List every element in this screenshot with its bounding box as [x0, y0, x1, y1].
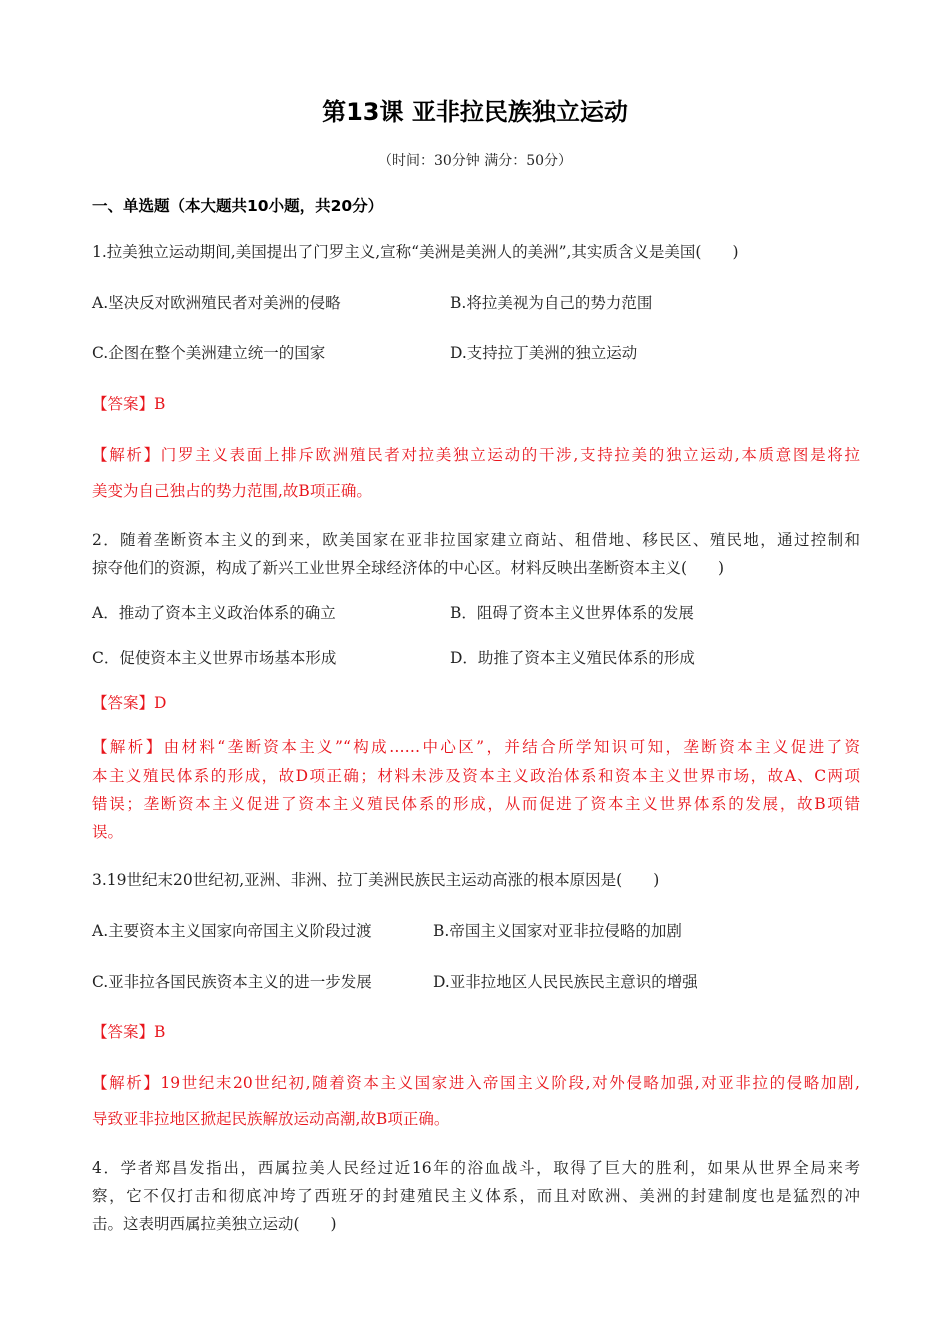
option-b: B．阻碍了资本主义世界体系的发展 [450, 604, 694, 622]
analysis-line: 错误；垄断资本主义促进了资本主义殖民体系的形成，从而促进了资本主义世界体系的发展，故B项错 [92, 795, 860, 813]
question-stem: 察，它不仅打击和彻底冲垮了西班牙的封建殖民主义体系，而且对欧洲、美洲的封建制度也是猛烈的冲 [92, 1187, 860, 1205]
answer: 【答案】B [92, 1023, 166, 1041]
option-d: D．助推了资本主义殖民体系的形成 [450, 649, 695, 667]
analysis-line: 【解析】19世纪末20世纪初,随着资本主义国家进入帝国主义阶段,对外侵略加强,对亚非拉的侵略加剧, [92, 1074, 860, 1092]
answer: 【答案】B [92, 395, 166, 413]
option-a: A．推动了资本主义政治体系的确立 [92, 604, 336, 622]
analysis-line: 导致亚非拉地区掀起民族解放运动高潮,故B项正确。 [92, 1110, 450, 1128]
section-heading: 一、单选题（本大题共10小题，共20分） [92, 197, 384, 215]
question-stem: 1.拉美独立运动期间,美国提出了门罗主义,宣称“美洲是美洲人的美洲”,其实质含义是美国( ) [92, 243, 739, 261]
question-stem: 掠夺他们的资源，构成了新兴工业世界全球经济体的中心区。材料反映出垄断资本主义( ) [92, 559, 725, 577]
option-c: C．促使资本主义世界市场基本形成 [92, 649, 337, 667]
analysis-line: 【解析】由材料“垄断资本主义”“构成……中心区”，并结合所学知识可知，垄断资本主义促进了资 [92, 738, 860, 756]
option-b: B.帝国主义国家对亚非拉侵略的加剧 [433, 922, 682, 940]
option-a: A.主要资本主义国家向帝国主义阶段过渡 [92, 922, 372, 940]
analysis-line: 误。 [92, 823, 124, 841]
option-b: B.将拉美视为自己的势力范围 [450, 294, 653, 312]
option-c: C.企图在整个美洲建立统一的国家 [92, 344, 326, 362]
question-stem: 2．随着垄断资本主义的到来，欧美国家在亚非拉国家建立商站、租借地、移民区、殖民地，通过控制和 [92, 531, 860, 549]
option-d: D.支持拉丁美洲的独立运动 [450, 344, 638, 362]
page-title: 第13课 亚非拉民族独立运动 [322, 98, 628, 126]
option-a: A.坚决反对欧洲殖民者对美洲的侵略 [92, 294, 341, 312]
question-stem: 击。这表明西属拉美独立运动( ) [92, 1215, 337, 1233]
analysis-line: 本主义殖民体系的形成，故D项正确；材料未涉及资本主义政治体系和资本主义世界市场，故A、C两项 [92, 767, 860, 785]
answer: 【答案】D [92, 694, 167, 712]
exam-info: （时间：30分钟 满分：50分） [377, 153, 573, 169]
option-c: C.亚非拉各国民族资本主义的进一步发展 [92, 973, 372, 991]
question-stem: 3.19世纪末20世纪初,亚洲、非洲、拉丁美洲民族民主运动高涨的根本原因是( ) [92, 871, 660, 889]
analysis-line: 美变为自己独占的势力范围,故B项正确。 [92, 482, 372, 500]
option-d: D.亚非拉地区人民民族民主意识的增强 [433, 973, 698, 991]
question-stem: 4．学者郑昌发指出，西属拉美人民经过近16年的浴血战斗，取得了巨大的胜利，如果从世界全局来考 [92, 1159, 860, 1177]
analysis-line: 【解析】门罗主义表面上排斥欧洲殖民者对拉美独立运动的干涉,支持拉美的独立运动,本质意图是将拉 [92, 446, 860, 464]
